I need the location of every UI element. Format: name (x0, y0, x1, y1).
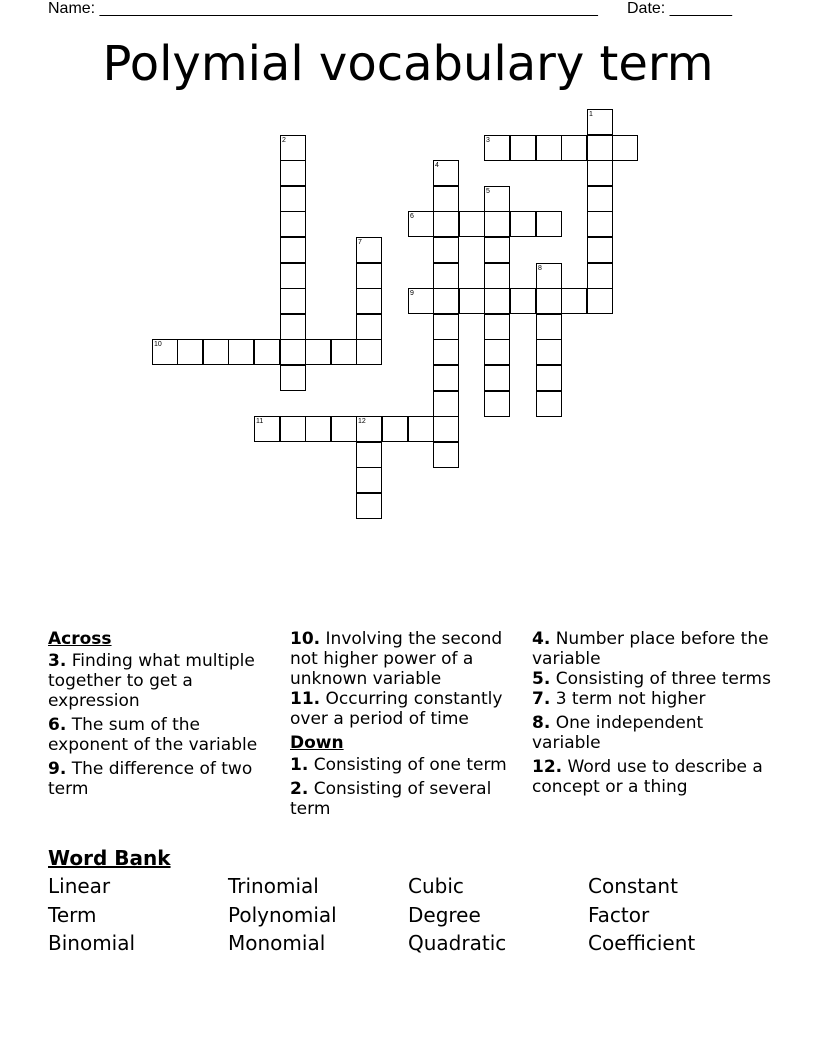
crossword-cell[interactable] (587, 160, 613, 186)
crossword-cell[interactable] (152, 339, 178, 365)
crossword-cell[interactable] (484, 314, 510, 340)
cell-number: 11 (256, 418, 264, 425)
clue-down-5: 5. Consisting of three terms (532, 669, 771, 689)
word-bank-item: Polynomial (228, 903, 337, 927)
crossword-cell[interactable] (484, 391, 510, 417)
crossword-cell[interactable] (433, 263, 459, 289)
crossword-cell[interactable] (484, 135, 510, 161)
crossword-cell[interactable] (280, 263, 306, 289)
clue-across-10: 10. Involving the second not higher power of a unknown variable (290, 629, 503, 689)
crossword-cell[interactable] (433, 442, 459, 468)
crossword-cell[interactable] (356, 467, 382, 493)
crossword-cell[interactable] (459, 211, 485, 237)
crossword-cell[interactable] (331, 416, 357, 442)
clue-across-3: 3. Finding what multiple together to get a expression (48, 651, 255, 711)
crossword-cell[interactable] (280, 416, 306, 442)
crossword-cell[interactable] (536, 263, 562, 289)
crossword-cell[interactable] (408, 211, 434, 237)
crossword-cell[interactable] (280, 339, 306, 365)
crossword-cell[interactable] (484, 186, 510, 212)
crossword-cell[interactable] (203, 339, 229, 365)
crossword-cell[interactable] (280, 288, 306, 314)
word-bank-item: Linear (48, 874, 111, 898)
cell-number: 6 (410, 213, 414, 220)
clue-down-12: 12. Word use to describe a concept or a thing (532, 757, 763, 797)
crossword-cell[interactable] (536, 288, 562, 314)
crossword-cell[interactable] (356, 314, 382, 340)
crossword-cell[interactable] (280, 135, 306, 161)
crossword-cell[interactable] (356, 493, 382, 519)
crossword-cell[interactable] (433, 160, 459, 186)
word-bank-item: Factor (588, 903, 650, 927)
crossword-cell[interactable] (587, 288, 613, 314)
cell-number: 10 (154, 341, 162, 348)
crossword-cell[interactable] (433, 391, 459, 417)
crossword-cell[interactable] (536, 314, 562, 340)
crossword-cell[interactable] (484, 237, 510, 263)
word-bank-item: Trinomial (228, 874, 319, 898)
cell-number: 3 (486, 137, 490, 144)
crossword-cell[interactable] (484, 288, 510, 314)
crossword-cell[interactable] (536, 211, 562, 237)
crossword-cell[interactable] (433, 186, 459, 212)
crossword-cell[interactable] (382, 416, 408, 442)
crossword-cell[interactable] (356, 339, 382, 365)
crossword-cell[interactable] (587, 211, 613, 237)
cell-number: 12 (358, 418, 366, 425)
page-title: Polymial vocabulary term (102, 36, 714, 92)
crossword-cell[interactable] (561, 288, 587, 314)
crossword-cell[interactable] (612, 135, 638, 161)
crossword-cell[interactable] (356, 237, 382, 263)
clue-down-4: 4. Number place before the variable (532, 629, 769, 669)
crossword-cell[interactable] (331, 339, 357, 365)
crossword-cell[interactable] (280, 237, 306, 263)
down-heading: Down (290, 733, 344, 753)
crossword-cell[interactable] (433, 314, 459, 340)
cell-number: 8 (538, 265, 542, 272)
word-bank-item: Term (48, 903, 97, 927)
word-bank-item: Coefficient (588, 931, 696, 955)
crossword-cell[interactable] (561, 135, 587, 161)
crossword-cell[interactable] (408, 416, 434, 442)
name-field[interactable]: Name: ________________________________________________________ (48, 0, 598, 17)
word-bank-item: Constant (588, 874, 678, 898)
clue-across-11: 11. Occurring constantly over a period of time (290, 689, 503, 729)
crossword-cell[interactable] (280, 314, 306, 340)
crossword-cell[interactable] (356, 263, 382, 289)
crossword-cell[interactable] (536, 135, 562, 161)
cell-number: 4 (435, 162, 439, 169)
crossword-cell[interactable] (510, 211, 536, 237)
crossword-cell[interactable] (433, 339, 459, 365)
crossword-cell[interactable] (536, 391, 562, 417)
crossword-cell[interactable] (356, 416, 382, 442)
word-bank-item: Binomial (48, 931, 136, 955)
clues-column-1 (48, 629, 284, 803)
crossword-cell[interactable] (587, 186, 613, 212)
crossword-cell[interactable] (280, 160, 306, 186)
crossword-cell[interactable] (536, 365, 562, 391)
crossword-cell[interactable] (254, 339, 280, 365)
crossword-cell[interactable] (536, 339, 562, 365)
crossword-cell[interactable] (510, 288, 536, 314)
clues-column-2 (290, 629, 526, 823)
across-heading: Across (48, 629, 112, 649)
crossword-cell[interactable] (433, 211, 459, 237)
crossword-cell[interactable] (177, 339, 203, 365)
crossword-cell[interactable] (228, 339, 254, 365)
crossword-cell[interactable] (484, 339, 510, 365)
word-bank-item: Cubic (408, 874, 464, 898)
crossword-cell[interactable] (587, 109, 613, 135)
clues-column-3 (532, 629, 772, 801)
crossword-cell[interactable] (587, 263, 613, 289)
crossword-cell[interactable] (510, 135, 536, 161)
clue-down-7: 7. 3 term not higher (532, 689, 706, 709)
crossword-cell[interactable] (484, 263, 510, 289)
cell-number: 5 (486, 188, 490, 195)
crossword-cell[interactable] (459, 288, 485, 314)
crossword-cell[interactable] (433, 365, 459, 391)
crossword-cell[interactable] (433, 237, 459, 263)
word-bank-title: Word Bank (48, 846, 171, 870)
crossword-cell[interactable] (280, 365, 306, 391)
crossword-cell[interactable] (305, 416, 331, 442)
crossword-cell[interactable] (408, 288, 434, 314)
crossword-cell[interactable] (280, 211, 306, 237)
date-field[interactable]: Date: _______ (627, 0, 732, 17)
crossword-cell[interactable] (484, 365, 510, 391)
cell-number: 9 (410, 290, 414, 297)
crossword-cell[interactable] (356, 442, 382, 468)
crossword-cell[interactable] (305, 339, 331, 365)
crossword-cell[interactable] (356, 288, 382, 314)
crossword-cell[interactable] (280, 186, 306, 212)
clue-across-6: 6. The sum of the exponent of the variable (48, 715, 258, 755)
clue-down-8: 8. One independent variable (532, 713, 704, 753)
word-bank-item: Monomial (228, 931, 326, 955)
crossword-cell[interactable] (433, 416, 459, 442)
crossword-cell[interactable] (433, 288, 459, 314)
clue-down-2: 2. Consisting of several term (290, 779, 492, 819)
clue-across-9: 9. The difference of two term (48, 759, 253, 799)
cell-number: 1 (589, 111, 593, 118)
word-bank-item: Quadratic (408, 931, 507, 955)
crossword-cell[interactable] (254, 416, 280, 442)
crossword-cell[interactable] (587, 237, 613, 263)
crossword-cell[interactable] (484, 211, 510, 237)
cell-number: 7 (358, 239, 362, 246)
crossword-cell[interactable] (587, 135, 613, 161)
word-bank-item: Degree (408, 903, 481, 927)
cell-number: 2 (282, 137, 286, 144)
clue-down-1: 1. Consisting of one term (290, 755, 507, 775)
